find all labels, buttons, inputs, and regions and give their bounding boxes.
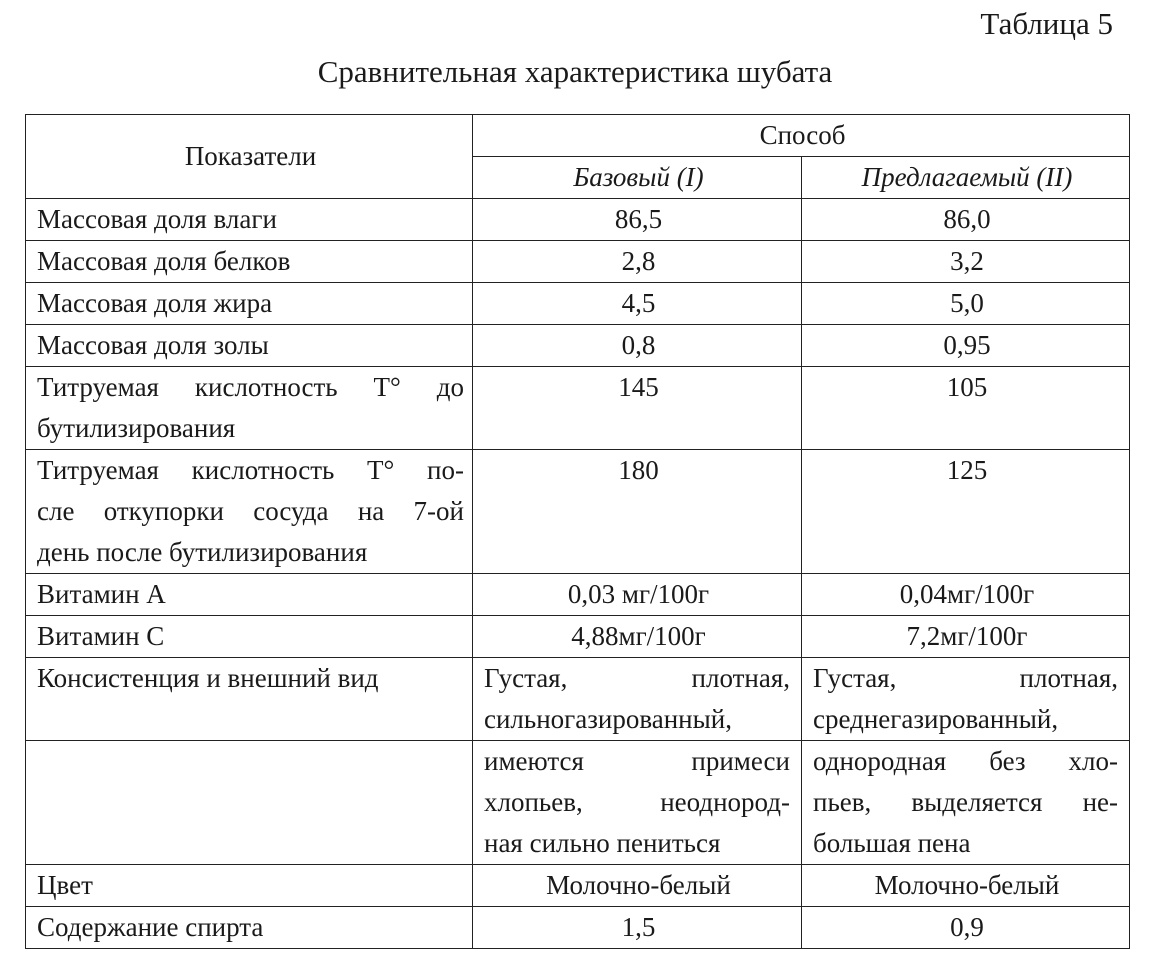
row-value-base: Молочно-белый bbox=[473, 865, 802, 907]
row-value-base: 1,5 bbox=[473, 907, 802, 949]
header-method: Способ bbox=[473, 115, 1130, 157]
row-label: Витамин С bbox=[26, 616, 473, 658]
row-value-proposed: 7,2мг/100г bbox=[802, 616, 1130, 658]
value-line: пьев, выделяется не- bbox=[813, 787, 1119, 817]
value-line: среднегазированный, bbox=[813, 704, 1059, 734]
value-line: сильногазированный, bbox=[484, 704, 732, 734]
value-line: хлопьев, неоднород- bbox=[484, 787, 790, 817]
row-value-base bbox=[473, 658, 802, 741]
row-value-base: 4,5 bbox=[473, 283, 802, 325]
row-value-base: 0,03 мг/100г bbox=[473, 574, 802, 616]
table-row bbox=[26, 865, 1130, 907]
row-label: Массовая доля золы bbox=[26, 325, 473, 367]
row-value-proposed bbox=[802, 658, 1130, 741]
table-row bbox=[26, 325, 1130, 367]
row-label-line: день после бутилизирования bbox=[37, 537, 368, 567]
row-value-proposed: 0,04мг/100г bbox=[802, 574, 1130, 616]
row-label: Витамин А bbox=[26, 574, 473, 616]
row-label-line: бутилизирования bbox=[37, 413, 236, 443]
row-value-base: 86,5 bbox=[473, 199, 802, 241]
row-label: Массовая доля жира bbox=[26, 283, 473, 325]
value-line: Густая, плотная, bbox=[813, 663, 1119, 693]
value-line: имеются примеси bbox=[484, 746, 790, 776]
value-line: однородная без хло- bbox=[813, 746, 1119, 776]
comparison-table bbox=[25, 114, 1130, 949]
table-row bbox=[26, 658, 1130, 741]
row-label bbox=[26, 450, 473, 574]
table-row bbox=[26, 616, 1130, 658]
row-value-proposed: 125 bbox=[802, 450, 1130, 574]
row-value-base: 4,88мг/100г bbox=[473, 616, 802, 658]
table-number-label: Таблица 5 bbox=[980, 6, 1113, 41]
row-value-proposed bbox=[802, 741, 1130, 865]
row-value-proposed: 3,2 bbox=[802, 241, 1130, 283]
row-value-proposed: 0,9 bbox=[802, 907, 1130, 949]
row-value-proposed: Молочно-белый bbox=[802, 865, 1130, 907]
row-label-line: сле откупорки сосуда на 7-ой bbox=[37, 496, 464, 526]
row-value-base bbox=[473, 741, 802, 865]
table-title: Сравнительная характеристика шубата bbox=[317, 54, 833, 89]
header-col-base: Базовый (I) bbox=[473, 157, 802, 199]
header-row-1 bbox=[26, 115, 1130, 157]
value-line: Густая, плотная, bbox=[484, 663, 790, 693]
row-value-base: 2,8 bbox=[473, 241, 802, 283]
row-label-line: Титруемая кислотность Т° до bbox=[37, 372, 464, 402]
row-label bbox=[26, 741, 473, 865]
table-row bbox=[26, 241, 1130, 283]
table-row bbox=[26, 574, 1130, 616]
table-row bbox=[26, 450, 1130, 574]
table-row bbox=[26, 199, 1130, 241]
table-row bbox=[26, 367, 1130, 450]
header-indicator: Показатели bbox=[26, 115, 473, 199]
row-value-proposed: 5,0 bbox=[802, 283, 1130, 325]
row-label: Массовая доля белков bbox=[26, 241, 473, 283]
row-value-proposed: 86,0 bbox=[802, 199, 1130, 241]
value-line: ная сильно пениться bbox=[484, 828, 721, 858]
row-label: Содержание спирта bbox=[26, 907, 473, 949]
row-value-proposed: 105 bbox=[802, 367, 1130, 450]
row-label: Консистенция и внешний вид bbox=[26, 658, 473, 741]
table-row bbox=[26, 741, 1130, 865]
table-row bbox=[26, 907, 1130, 949]
row-value-base: 145 bbox=[473, 367, 802, 450]
row-value-base: 180 bbox=[473, 450, 802, 574]
header-col-proposed: Предлагаемый (II) bbox=[802, 157, 1130, 199]
row-label: Массовая доля влаги bbox=[26, 199, 473, 241]
row-label: Цвет bbox=[26, 865, 473, 907]
row-value-base: 0,8 bbox=[473, 325, 802, 367]
value-line: большая пена bbox=[813, 828, 971, 858]
row-label-line: Титруемая кислотность Т° по- bbox=[37, 455, 464, 485]
table-row bbox=[26, 283, 1130, 325]
row-label bbox=[26, 367, 473, 450]
row-value-proposed: 0,95 bbox=[802, 325, 1130, 367]
